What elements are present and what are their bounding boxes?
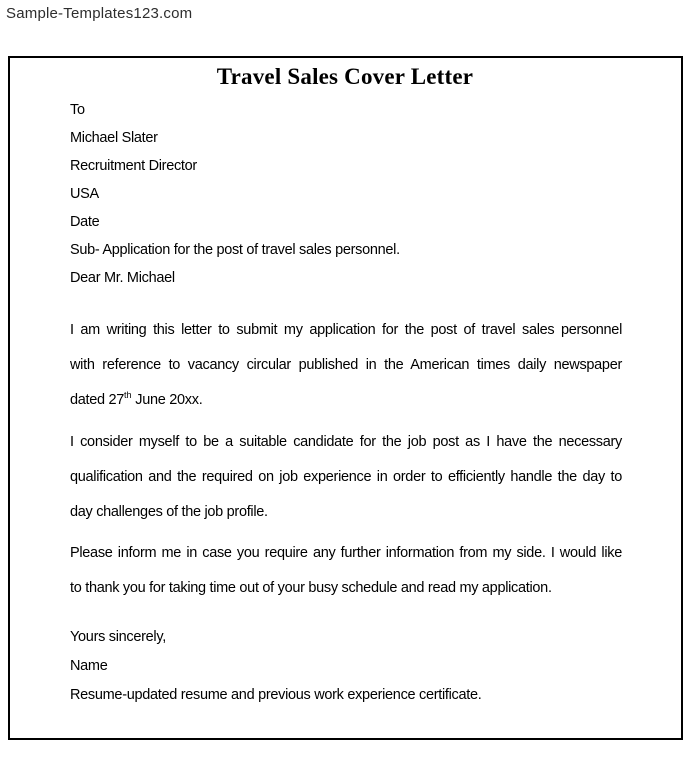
paragraph-1-line-2: with reference to vacancy circular published in the American times daily newspaper	[70, 357, 622, 373]
subject-line: Sub- Application for the post of travel sales personnel.	[70, 242, 400, 258]
recipient-block	[70, 96, 622, 292]
closing-block	[70, 623, 622, 710]
letter-title: Travel Sales Cover Letter	[216, 64, 474, 89]
paragraph-2-line-2: qualification and the required on job experience in order to efficiently handle the day to	[70, 469, 622, 485]
letter-date: Date	[70, 214, 100, 230]
paragraph-1-line-3	[70, 383, 622, 418]
paragraph-1	[70, 313, 622, 418]
recipient-to-label: To	[70, 102, 85, 118]
paragraph-2-line-1: I consider myself to be a suitable candidate for the job post as I have the necessary	[70, 434, 622, 450]
date-text: dated 27	[70, 392, 125, 408]
signoff: Yours sincerely,	[70, 629, 166, 645]
recipient-name: Michael Slater	[70, 130, 158, 146]
enclosure-line: Resume-updated resume and previous work experience certificate.	[70, 687, 482, 703]
paragraph-1-line-1: I am writing this letter to submit my application for the post of travel sales personnel	[70, 322, 622, 338]
sender-name: Name	[70, 658, 108, 674]
paragraph-2	[70, 425, 622, 530]
letter-body	[70, 96, 622, 710]
paragraph-3-line-1: Please inform me in case you require any further information from my side. I would like	[70, 545, 622, 561]
paragraph-2-line-3: day challenges of the job profile.	[70, 504, 268, 520]
recipient-role: Recruitment Director	[70, 158, 197, 174]
salutation: Dear Mr. Michael	[70, 270, 175, 286]
paragraph-3	[70, 536, 622, 606]
date-text-rest: June 20xx.	[131, 392, 203, 408]
ordinal-suffix: th	[124, 390, 132, 401]
site-watermark: Sample-Templates123.com	[6, 5, 193, 22]
recipient-country: USA	[70, 186, 99, 202]
paragraph-3-line-2: to thank you for taking time out of your busy schedule and read my application.	[70, 580, 552, 596]
